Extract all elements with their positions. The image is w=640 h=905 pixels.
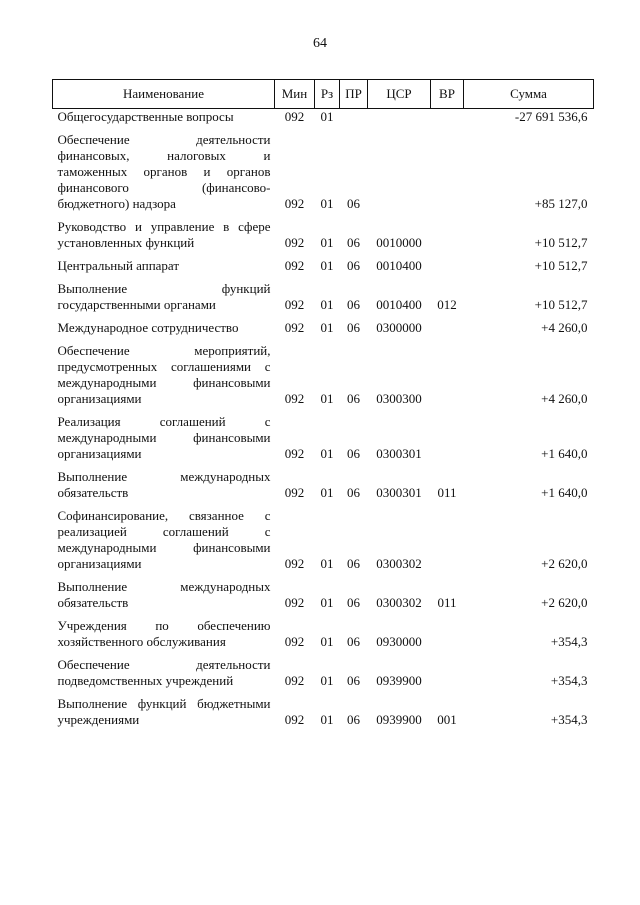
cell-vr: 012 xyxy=(437,297,457,312)
cell-csr: 0300302 xyxy=(376,556,422,571)
cell-name: Обеспечение деятельности подведомственных учреждений xyxy=(57,657,271,688)
cell-csr: 0930000 xyxy=(376,634,422,649)
cell-rz: 01 xyxy=(320,634,334,649)
page-number: 64 xyxy=(313,36,327,51)
cell-vr xyxy=(431,219,464,258)
cell-rz: 01 xyxy=(320,485,334,500)
cell-vr xyxy=(431,109,464,133)
table-row xyxy=(53,657,594,696)
cell-min: 092 xyxy=(284,556,305,571)
cell-min: 092 xyxy=(284,320,305,335)
cell-name: Центральный аппарат xyxy=(57,258,180,273)
cell-pr: 06 xyxy=(347,196,360,211)
cell-pr: 06 xyxy=(347,446,360,461)
cell-min: 092 xyxy=(284,712,305,727)
cell-min: 092 xyxy=(284,595,305,610)
cell-csr: 0939900 xyxy=(376,673,422,688)
table-row xyxy=(53,132,594,219)
cell-vr xyxy=(431,414,464,469)
cell-rz: 01 xyxy=(320,712,334,727)
table-row xyxy=(53,320,594,343)
cell-rz: 01 xyxy=(320,320,334,335)
cell-rz: 01 xyxy=(320,673,334,688)
cell-sum: +1 640,0 xyxy=(541,446,588,461)
header-csr: ЦСР xyxy=(368,80,431,109)
cell-sum: +10 512,7 xyxy=(534,235,588,250)
cell-name: Выполнение функций государственными органами xyxy=(57,281,271,312)
cell-sum: +354,3 xyxy=(550,712,588,727)
cell-csr: 0300000 xyxy=(376,320,422,335)
cell-name: Софинансирование, связанное с реализацией соглашений с международными финансовыми организациями xyxy=(57,508,271,571)
cell-min: 092 xyxy=(284,196,305,211)
cell-vr xyxy=(431,657,464,696)
cell-rz: 01 xyxy=(320,391,334,406)
table-row xyxy=(53,696,594,735)
cell-name: Выполнение международных обязательств xyxy=(57,469,271,500)
cell-rz: 01 xyxy=(320,297,334,312)
table-row xyxy=(53,343,594,414)
cell-name: Международное сотрудничество xyxy=(57,320,239,335)
cell-pr xyxy=(340,109,368,133)
cell-vr xyxy=(431,508,464,579)
cell-rz: 01 xyxy=(320,446,334,461)
cell-sum: +10 512,7 xyxy=(534,258,588,273)
header-row xyxy=(53,80,594,109)
cell-min: 092 xyxy=(284,485,305,500)
cell-vr: 011 xyxy=(437,595,457,610)
cell-name: Обеспечение деятельности финансовых, налоговых и таможенных органов и органов финансового (финансово-бюджетного) надзора xyxy=(57,132,271,211)
cell-pr: 06 xyxy=(347,673,360,688)
cell-vr xyxy=(431,258,464,281)
cell-vr xyxy=(431,320,464,343)
table-row xyxy=(53,469,594,508)
cell-min: 092 xyxy=(284,235,305,250)
cell-rz: 01 xyxy=(320,258,334,273)
cell-sum: +354,3 xyxy=(550,634,588,649)
cell-pr: 06 xyxy=(347,235,360,250)
cell-name: Выполнение функций бюджетными учреждениями xyxy=(57,696,271,727)
cell-csr: 0010400 xyxy=(376,258,422,273)
cell-sum: +1 640,0 xyxy=(541,485,588,500)
cell-min: 092 xyxy=(284,391,305,406)
header-pr: ПР xyxy=(340,80,368,109)
cell-csr: 0939900 xyxy=(376,712,422,727)
cell-name: Руководство и управление в сфере установленных функций xyxy=(57,219,271,250)
cell-csr xyxy=(368,132,431,219)
cell-vr: 011 xyxy=(437,485,457,500)
cell-rz: 01 xyxy=(320,235,334,250)
table-row xyxy=(53,109,594,133)
cell-min: 092 xyxy=(284,673,305,688)
cell-vr xyxy=(431,618,464,657)
table-row xyxy=(53,618,594,657)
header-name: Наименование xyxy=(53,80,275,109)
cell-name: Общегосударственные вопросы xyxy=(57,109,234,124)
cell-pr: 06 xyxy=(347,391,360,406)
table-header xyxy=(53,80,594,109)
cell-vr xyxy=(431,343,464,414)
cell-csr xyxy=(368,109,431,133)
cell-sum: +2 620,0 xyxy=(541,556,588,571)
budget-table xyxy=(52,79,594,735)
table-row xyxy=(53,258,594,281)
header-min: Мин xyxy=(275,80,315,109)
cell-name: Реализация соглашений с международными финансовыми организациями xyxy=(57,414,271,461)
cell-pr: 06 xyxy=(347,634,360,649)
cell-sum: +4 260,0 xyxy=(541,320,588,335)
cell-pr: 06 xyxy=(347,556,360,571)
cell-sum: +4 260,0 xyxy=(541,391,588,406)
cell-rz: 01 xyxy=(320,556,334,571)
cell-pr: 06 xyxy=(347,485,360,500)
cell-csr: 0300301 xyxy=(376,485,422,500)
header-sum: Сумма xyxy=(464,80,594,109)
cell-vr xyxy=(431,132,464,219)
cell-rz: 01 xyxy=(320,595,334,610)
table-row xyxy=(53,579,594,618)
cell-pr: 06 xyxy=(347,297,360,312)
cell-sum: +354,3 xyxy=(550,673,588,688)
cell-min: 092 xyxy=(284,446,305,461)
cell-rz: 01 xyxy=(320,196,334,211)
table-body xyxy=(53,109,594,736)
cell-rz: 01 xyxy=(320,109,334,124)
cell-name: Учреждения по обеспечению хозяйственного обслуживания xyxy=(57,618,271,649)
table-row xyxy=(53,414,594,469)
table-row xyxy=(53,219,594,258)
cell-pr: 06 xyxy=(347,258,360,273)
cell-csr: 0010400 xyxy=(376,297,422,312)
cell-pr: 06 xyxy=(347,320,360,335)
cell-sum: +85 127,0 xyxy=(534,196,588,211)
cell-csr: 0300301 xyxy=(376,446,422,461)
cell-min: 092 xyxy=(284,634,305,649)
header-vr: ВР xyxy=(431,80,464,109)
header-rz: Рз xyxy=(315,80,340,109)
cell-name: Обеспечение мероприятий, предусмотренных соглашениями с международными финансовыми организациями xyxy=(57,343,271,406)
cell-sum: -27 691 536,6 xyxy=(514,109,588,124)
cell-sum: +2 620,0 xyxy=(541,595,588,610)
cell-csr: 0300302 xyxy=(376,595,422,610)
cell-min: 092 xyxy=(284,297,305,312)
cell-vr: 001 xyxy=(437,712,457,727)
cell-csr: 0300300 xyxy=(376,391,422,406)
cell-min: 092 xyxy=(284,258,305,273)
cell-pr: 06 xyxy=(347,595,360,610)
cell-sum: +10 512,7 xyxy=(534,297,588,312)
table-row xyxy=(53,508,594,579)
cell-name: Выполнение международных обязательств xyxy=(57,579,271,610)
cell-min: 092 xyxy=(284,109,305,124)
cell-csr: 0010000 xyxy=(376,235,422,250)
table-row xyxy=(53,281,594,320)
cell-pr: 06 xyxy=(347,712,360,727)
